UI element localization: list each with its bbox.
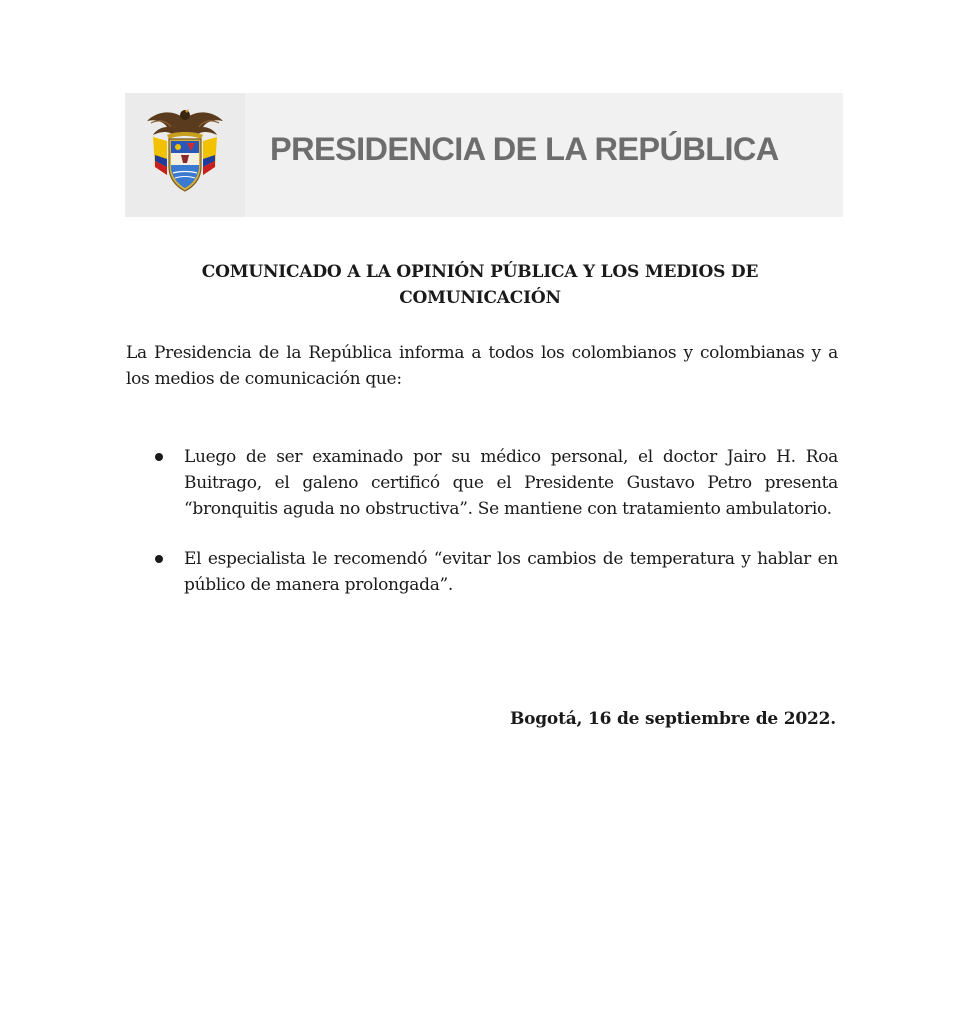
bullet-text: Luego de ser examinado por su médico personal, el doctor Jairo H. Roa Buitrago, el galeno certificó que el Presidente Gustavo Petro presenta “bronquitis aguda no obstructiva”. Se mantiene con tratamiento ambulatorio. — [184, 447, 838, 519]
intro-paragraph: La Presidencia de la República informa a todos los colombianos y colombianas y a los medios de comunicación que: — [126, 343, 838, 389]
bullet-icon — [155, 453, 163, 461]
list-item — [152, 444, 838, 522]
institution-name: PRESIDENCIA DE LA REPÚBLICA — [270, 131, 779, 167]
colombia-coat-of-arms-icon — [145, 105, 225, 195]
statement-heading — [160, 259, 800, 311]
statement-bullet-list — [152, 444, 838, 622]
bullet-text: El especialista le recomendó “evitar los cambios de temperatura y hablar en público de manera prolongada”. — [184, 549, 838, 595]
list-item — [152, 546, 838, 598]
logo-box — [125, 93, 245, 217]
header-banner — [125, 93, 843, 217]
statement-heading-line-1: COMUNICADO A LA OPINIÓN PÚBLICA Y LOS MEDIOS DE — [201, 262, 759, 282]
bullet-icon — [155, 555, 163, 563]
statement-heading-line-2: COMUNICACIÓN — [399, 288, 561, 308]
date-signature: Bogotá, 16 de septiembre de 2022. — [509, 709, 836, 729]
